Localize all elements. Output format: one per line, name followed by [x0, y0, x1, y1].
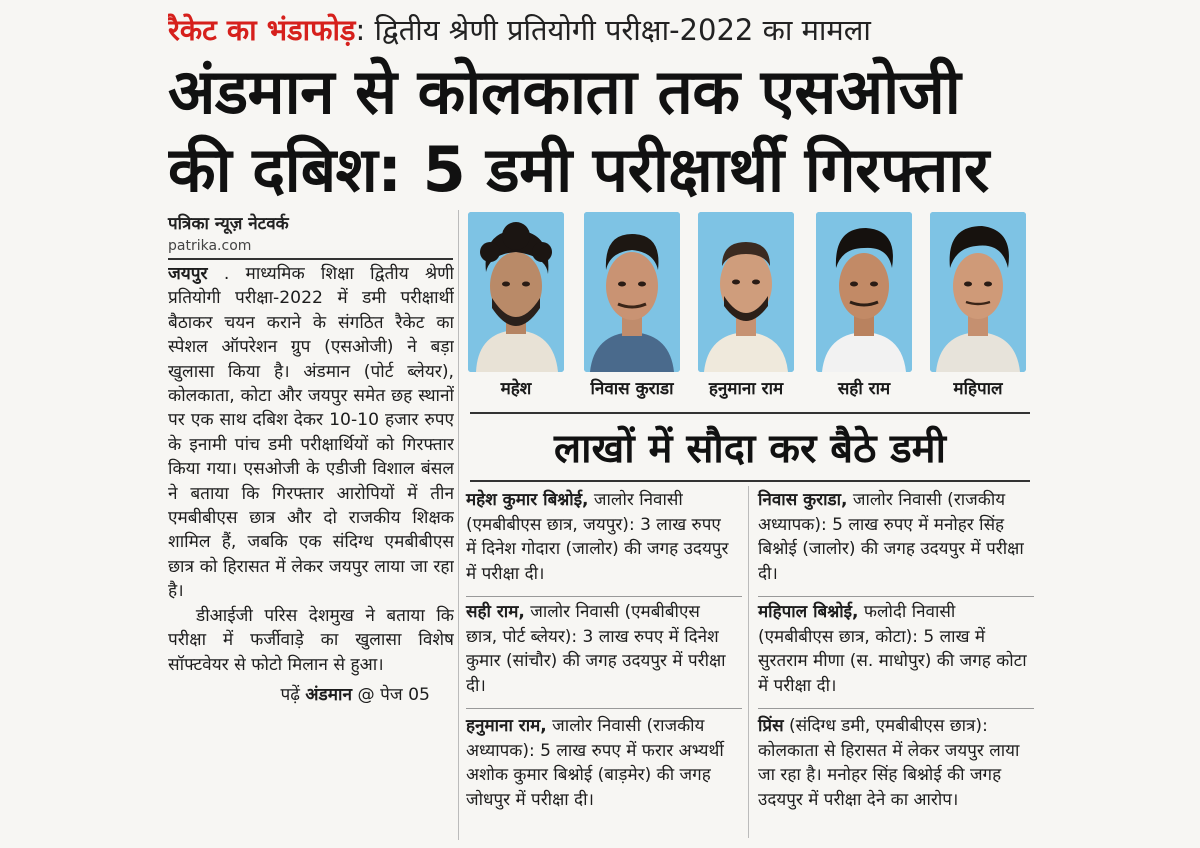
profile-separator: [466, 708, 742, 709]
photo-caption: हनुमाना राम: [708, 379, 784, 399]
byline-divider: [168, 258, 453, 260]
story-para1-text: . माध्यमिक शिक्षा द्वितीय श्रेणी प्रतियोगी परीक्षा-2022 में डमी परीक्षार्थी बैठाकर चयन कराने के संगठित रैकेट का स्पेशल ऑपरेशन ग्रुप (एसओजी) ने बड़ा खुलासा किया है। अंडमान (पोर्ट ब्लेयर), कोलकाता, कोटा और जयपुर समेत छह स्थानों पर एक साथ दबिश देकर 10-10 हजार रुपए के इनामी पांच डमी परीक्षार्थियों को गिरफ्तार किया गया। एसओजी के एडीजी विशाल बंसल ने बताया कि गिरफ्तार आरोपियों में तीन एमबीबीएस छात्र और दो राजकीय शिक्षक शामिल हैं, जबकि एक संदिग्ध एमबीबीएस छात्र को हिरासत में लेकर जयपुर लाया जा रहा है।: [168, 264, 454, 602]
profile-card: [758, 600, 1028, 698]
read-more-link[interactable]: [168, 683, 454, 707]
kicker-topic: : द्वितीय श्रेणी प्रतियोगी परीक्षा-2022 का मामला: [355, 13, 871, 47]
column-divider: [458, 210, 459, 840]
profile-text: फलोदी निवासी (एमबीबीएस छात्र, कोटा): 5 लाख में सुरतराम मीणा (स. माधोपुर) की जगह कोटा में परीक्षा दी।: [758, 602, 1027, 696]
profile-card: [758, 488, 1028, 586]
byline-site: patrika.com: [168, 238, 252, 254]
profile-name: महेश कुमार बिश्नोई,: [466, 490, 589, 510]
profile-separator: [758, 596, 1034, 597]
portrait-image: [816, 212, 912, 372]
story-body: [168, 262, 454, 837]
read-more-prefix: पढ़ें: [280, 684, 300, 705]
photo-caption: महेश: [500, 379, 532, 399]
profile-text: जालोर निवासी (राजकीय अध्यापक): 5 लाख रुपए में मनोहर सिंह बिश्नोई (जालोर) की जगह उदयपुर में परीक्षा दी।: [758, 490, 1024, 584]
byline-network: पत्रिका न्यूज़ नेटवर्क: [168, 214, 289, 234]
photo-mahipal: [930, 212, 1026, 372]
photo-sahi-ram: [816, 212, 912, 372]
portrait-image: [468, 212, 564, 372]
portrait-image: [584, 212, 680, 372]
story-paragraph-2: डीआईजी परिस देशमुख ने बताया कि परीक्षा में फर्जीवाड़े का खुलासा विशेष सॉफ्टवेयर से फोटो मिलान से हुआ।: [168, 605, 454, 675]
profile-text: जालोर निवासी (एमबीबीएस छात्र, पोर्ट ब्लेयर): 3 लाख रुपए में दिनेश कुमार (सांचौर) की जगह उदयपुर में परीक्षा दी।: [466, 602, 726, 696]
read-more-page: @ पेज 05: [357, 684, 430, 705]
profile-text: जालोर निवासी (राजकीय अध्यापक): 5 लाख रुपए में फरार अभ्यर्थी अशोक कुमार बिश्नोई (बाड़मेर) की जगह जोधपुर में परीक्षा दी।: [466, 716, 724, 810]
headline-line-2: की दबिश: 5 डमी परीक्षार्थी गिरफ्तार: [168, 133, 989, 206]
profile-text: जालोर निवासी (एमबीबीएस छात्र, जयपुर): 3 लाख रुपए में दिनेश गोदारा (जालोर) की जगह उदयपुर में परीक्षा दी।: [466, 490, 729, 584]
read-more-place: अंडमान: [305, 684, 353, 705]
photo-mahesh: [468, 212, 564, 372]
profile-name: निवास कुराडा,: [758, 490, 848, 510]
profile-card: [758, 714, 1028, 812]
story-paragraph-1: [168, 262, 454, 604]
photo-caption: निवास कुराडा: [590, 379, 674, 399]
photo-niwas-kurada: [584, 212, 680, 372]
story-dateline: जयपुर: [168, 264, 208, 284]
kicker-label: रैकेट का भंडाफोड़: [168, 13, 356, 47]
accused-photos: [466, 212, 1026, 412]
photo-caption: सही राम: [837, 379, 891, 399]
photo-hanumana-ram: [698, 212, 794, 372]
profile-separator: [466, 596, 742, 597]
photo-caption: महिपाल: [953, 379, 1003, 399]
profiles-divider: [748, 486, 749, 838]
profile-card: [466, 714, 736, 812]
profile-name: सही राम,: [466, 602, 525, 622]
portrait-image: [930, 212, 1026, 372]
kicker: [168, 8, 1178, 52]
section-subheading: लाखों में सौदा कर बैठे डमी: [470, 412, 1030, 482]
portrait-image: [698, 212, 794, 372]
profile-text: (संदिग्ध डमी, एमबीबीएस छात्र): कोलकाता से हिरासत में लेकर जयपुर लाया जा रहा है। मनोहर सिंह बिश्नोई की जगह उदयपुर में परीक्षा देने का आरोप।: [758, 716, 1020, 810]
profile-card: [466, 600, 736, 698]
profile-card: [466, 488, 736, 586]
profile-name: हनुमाना राम,: [466, 716, 547, 736]
profile-name: महिपाल बिश्नोई,: [758, 602, 859, 622]
headline-line-1: अंडमान से कोलकाता तक एसओजी: [168, 55, 961, 128]
profile-separator: [758, 708, 1034, 709]
profile-name: प्रिंस: [758, 716, 784, 736]
